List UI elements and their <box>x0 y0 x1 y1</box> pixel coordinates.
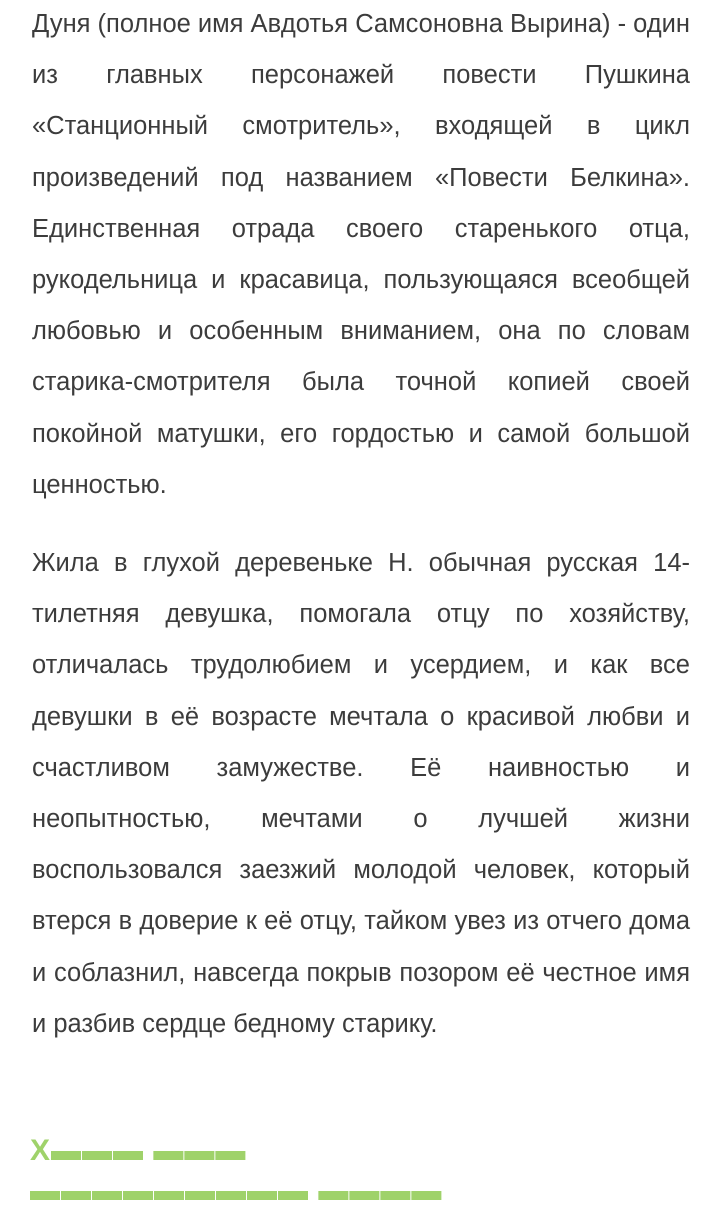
next-section-heading-partial: Х▬▬▬ ▬▬▬ ▬▬▬▬▬▬▬▬▬ ▬▬▬▬ <box>30 1134 443 1207</box>
article-paragraph-1: Дуня (полное имя Авдотья Самсоновна Вырина) - один из главных персонажей повести Пушкина «Станционный смотритель», входящей в цикл произведений под названием «Повести Белкина». Единственная отрада своего старенького отца, рукодельница и красавица, пользующаяся всеобщей любовью и особенным вниманием, она по словам старика-смотрителя была точной копией своей покойной матушки, его гордостью и самой большой ценностью. <box>32 10 690 499</box>
article-paragraph-2: Жила в глухой деревеньке Н. обычная русская 14-тилетняя девушка, помогала отцу по хозяйству, отличалась трудолюбием и усердием, и как все девушки в её возрасте мечтала о красивой любви и счастливом замужестве. Её наивностью и неопытностью, мечтами о лучшей жизни воспользовался заезжий молодой человек, который втерся в доверие к её отцу, тайком увез из отчего дома и соблазнил, навсегда покрыв позором её честное имя и разбив сердце бедному старику. <box>32 549 690 1038</box>
